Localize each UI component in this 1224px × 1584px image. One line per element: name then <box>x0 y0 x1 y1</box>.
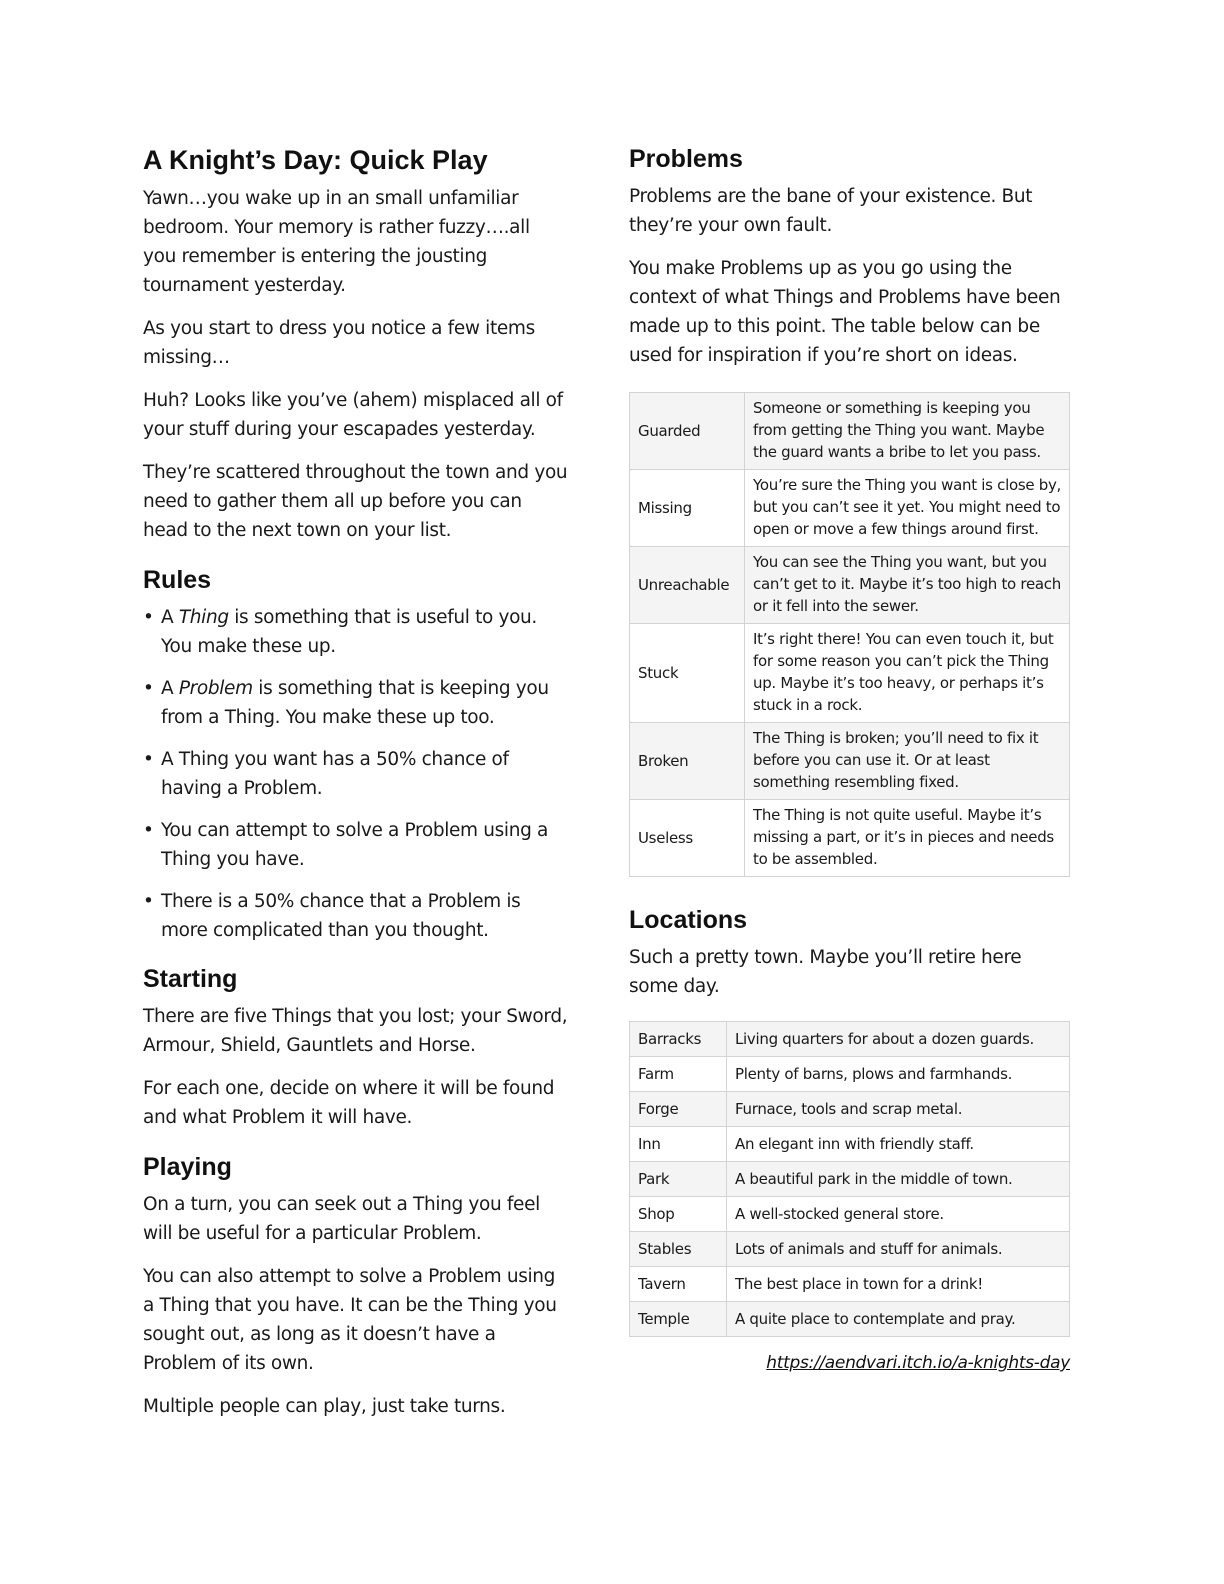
bullet-icon: • <box>143 820 154 841</box>
table-row <box>630 393 1070 470</box>
locations-table <box>629 1021 1070 1337</box>
rule-item: • A Problem is something that is keeping you from a Thing. You make these up too. <box>143 674 568 732</box>
problems-heading: Problems <box>629 145 743 173</box>
problem-name: Useless <box>630 800 745 877</box>
location-description: Plenty of barns, plows and farmhands. <box>727 1057 1070 1092</box>
intro-paragraph: As you start to dress you notice a few items missing… <box>143 318 535 368</box>
problem-name: Broken <box>630 723 745 800</box>
table-row <box>630 1057 1070 1092</box>
location-description: A well-stocked general store. <box>727 1197 1070 1232</box>
bullet-icon: • <box>143 749 154 770</box>
locations-paragraph: Such a pretty town. Maybe you’ll retire here some day. <box>629 947 1022 997</box>
location-description: A beautiful park in the middle of town. <box>727 1162 1070 1197</box>
table-row <box>630 1162 1070 1197</box>
rule-item: • You can attempt to solve a Problem using a Thing you have. <box>143 816 568 874</box>
bullet-icon: • <box>143 607 154 628</box>
rules-list <box>143 603 568 945</box>
location-name: Temple <box>630 1302 727 1337</box>
problem-name: Unreachable <box>630 547 745 624</box>
table-row <box>630 1232 1070 1267</box>
table-row <box>630 547 1070 624</box>
problem-description: Someone or something is keeping you from getting the Thing you want. Maybe the guard wants a bribe to let you pass. <box>745 393 1070 470</box>
starting-paragraph: There are five Things that you lost; your Sword, Armour, Shield, Gauntlets and Horse. <box>143 1006 568 1056</box>
location-description: An elegant inn with friendly staff. <box>727 1127 1070 1162</box>
rule-item: • There is a 50% chance that a Problem is more complicated than you thought. <box>143 887 568 945</box>
rules-heading: Rules <box>143 566 212 594</box>
location-description: A quite place to contemplate and pray. <box>727 1302 1070 1337</box>
problem-description: You can see the Thing you want, but you can’t get to it. Maybe it’s too high to reach or it fell into the sewer. <box>745 547 1070 624</box>
problem-description: You’re sure the Thing you want is close by, but you can’t see it yet. You might need to open or move a few things around first. <box>745 470 1070 547</box>
problems-table <box>629 392 1070 877</box>
table-row <box>630 1092 1070 1127</box>
problem-description: The Thing is broken; you’ll need to fix it before you can use it. Or at least something resembling fixed. <box>745 723 1070 800</box>
location-name: Barracks <box>630 1022 727 1057</box>
location-description: Furnace, tools and scrap metal. <box>727 1092 1070 1127</box>
table-row <box>630 1197 1070 1232</box>
table-row <box>630 1267 1070 1302</box>
table-row <box>630 470 1070 547</box>
problem-name: Missing <box>630 470 745 547</box>
problem-description: The Thing is not quite useful. Maybe it’s missing a part, or it’s in pieces and needs to be assembled. <box>745 800 1070 877</box>
table-row <box>630 723 1070 800</box>
problem-name: Stuck <box>630 624 745 723</box>
table-row <box>630 800 1070 877</box>
location-name: Forge <box>630 1092 727 1127</box>
location-name: Shop <box>630 1197 727 1232</box>
location-name: Farm <box>630 1057 727 1092</box>
locations-heading: Locations <box>629 906 748 934</box>
location-description: Living quarters for about a dozen guards. <box>727 1022 1070 1057</box>
location-name: Stables <box>630 1232 727 1267</box>
bullet-icon: • <box>143 891 154 912</box>
playing-heading: Playing <box>143 1153 232 1181</box>
playing-paragraph: Multiple people can play, just take turns. <box>143 1396 506 1417</box>
table-row <box>630 1022 1070 1057</box>
left-column <box>143 138 568 1435</box>
rule-item: • A Thing you want has a 50% chance of having a Problem. <box>143 745 568 803</box>
location-name: Inn <box>630 1127 727 1162</box>
right-column <box>629 138 1070 1373</box>
playing-paragraph: On a turn, you can seek out a Thing you feel will be useful for a particular Problem. <box>143 1194 540 1244</box>
intro-paragraph: They’re scattered throughout the town and you need to gather them all up before you can head to the next town on your list. <box>143 462 568 541</box>
table-row <box>630 1127 1070 1162</box>
itch-link[interactable]: https://aendvari.itch.io/a-knights-day <box>766 1353 1070 1373</box>
problem-description: It’s right there! You can even touch it, but for some reason you can’t pick the Thing up. Maybe it’s too heavy, or perhaps it’s stuck in a rock. <box>745 624 1070 723</box>
location-name: Park <box>630 1162 727 1197</box>
starting-heading: Starting <box>143 965 238 993</box>
table-row <box>630 624 1070 723</box>
intro-paragraph: Huh? Looks like you’ve (ahem) misplaced all of your stuff during your escapades yesterday. <box>143 390 563 440</box>
problems-paragraph: Problems are the bane of your existence. But they’re your own fault. <box>629 186 1033 236</box>
starting-paragraph: For each one, decide on where it will be found and what Problem it will have. <box>143 1078 555 1128</box>
table-row <box>630 1302 1070 1337</box>
location-description: Lots of animals and stuff for animals. <box>727 1232 1070 1267</box>
rule-item: • A Thing is something that is useful to you. You make these up. <box>143 603 568 661</box>
bullet-icon: • <box>143 678 154 699</box>
intro-paragraph: Yawn…you wake up in an small unfamiliar bedroom. Your memory is rather fuzzy….all you remember is entering the jousting tournament yesterday. <box>143 188 530 296</box>
problems-paragraph: You make Problems up as you go using the context of what Things and Problems have been made up to this point. The table below can be used for inspiration if you’re short on ideas. <box>629 258 1061 366</box>
playing-paragraph: You can also attempt to solve a Problem using a Thing that you have. It can be the Thing you sought out, as long as it doesn’t have a Problem of its own. <box>143 1266 557 1374</box>
page-title: A Knight’s Day: Quick Play <box>143 145 488 175</box>
location-description: The best place in town for a drink! <box>727 1267 1070 1302</box>
location-name: Tavern <box>630 1267 727 1302</box>
problem-name: Guarded <box>630 393 745 470</box>
